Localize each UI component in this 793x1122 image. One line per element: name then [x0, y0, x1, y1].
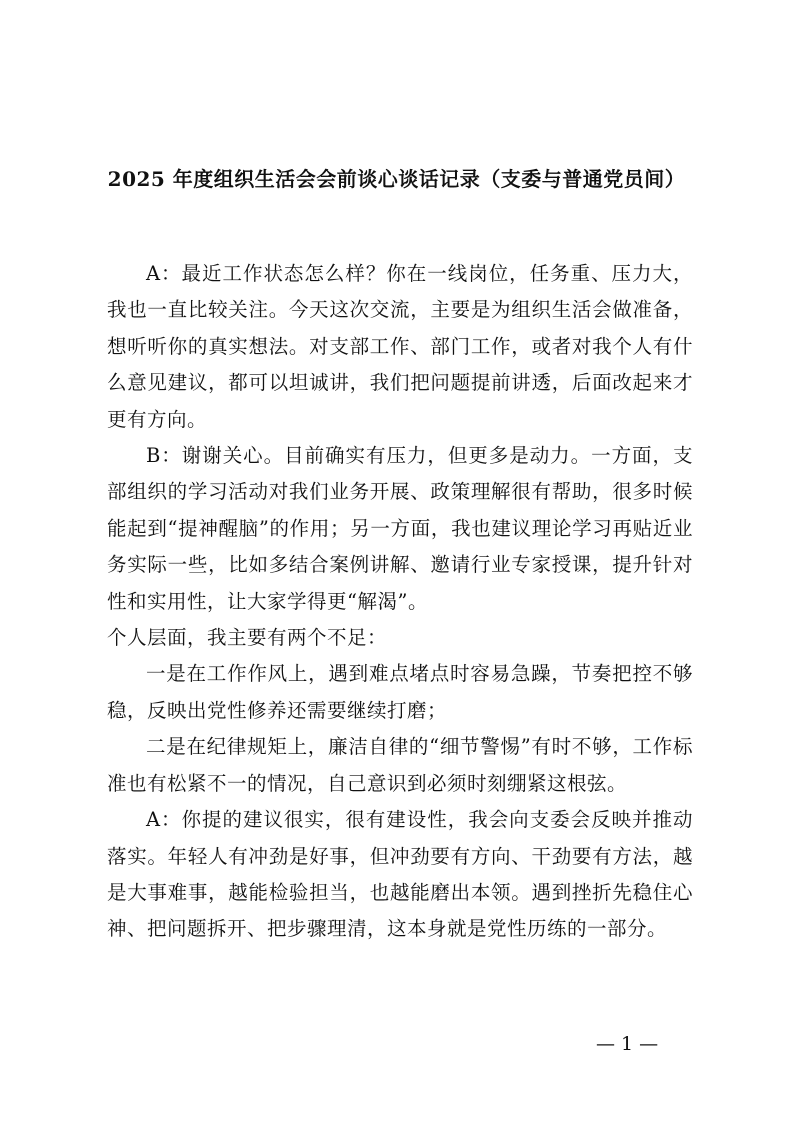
document-title: 2025 年度组织生活会会前谈心谈话记录（支委与普通党员间） — [107, 167, 686, 191]
page-number: — 1 — — [596, 1033, 659, 1055]
document-body — [107, 256, 693, 948]
paragraph-a-reply: A：你提的建议很实，很有建设性，我会向支委会反映并推动落实。年轻人有冲劲是好事，但冲劲要有方向、干劲要有方法，越是大事难事，越能检验担当，也越能磨出本领。遇到挫折先稳住心神、把问题拆开、把步骤理清，这本身就是党性历练的一部分。 — [107, 808, 693, 941]
paragraph-personal-level: 个人层面，我主要有两个不足： — [107, 626, 388, 650]
paragraph-shortcoming-two: 二是在纪律规矩上，廉洁自律的“细节警惕”有时不够，工作标准也有松紧不一的情况，自己意识到必须时刻绷紧这根弦。 — [107, 735, 693, 795]
paragraph-b-response: B：谢谢关心。目前确实有压力，但更多是动力。一方面，支部组织的学习活动对我们业务开展、政策理解很有帮助，很多时候能起到“提神醒脑”的作用；另一方面，我也建议理论学习再贴近业务实际一些，比如多结合案例讲解、邀请行业专家授课，提升针对性和实用性，让大家学得更“解渴”。 — [107, 444, 693, 613]
paragraph-shortcoming-one: 一是在工作作风上，遇到难点堵点时容易急躁，节奏把控不够稳，反映出党性修养还需要继续打磨； — [107, 662, 693, 722]
paragraph-a-opening: A：最近工作状态怎么样？你在一线岗位，任务重、压力大，我也一直比较关注。今天这次交流，主要是为组织生活会做准备，想听听你的真实想法。对支部工作、部门工作，或者对我个人有什么意见建议，都可以坦诚讲，我们把问题提前讲透，后面改起来才更有方向。 — [107, 262, 693, 431]
